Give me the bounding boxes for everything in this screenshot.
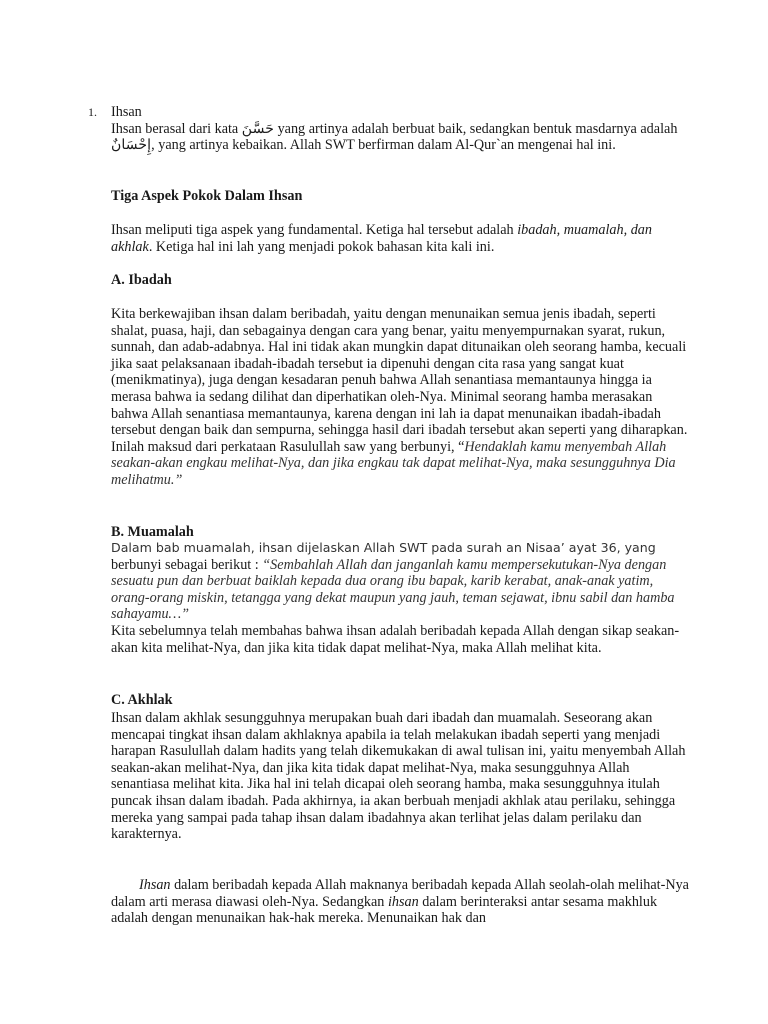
section-title-ihsan: Ihsan: [111, 104, 142, 120]
aspek-paragraph: Ihsan meliputi tiga aspek yang fundamental. Ketiga hal tersebut adalah ibadah, muamalah, dan akhlak. Ketiga hal ini lah yang menjadi pokok bahasan kita kali ini.: [111, 222, 652, 255]
muamalah-section: [111, 540, 691, 656]
muamalah-intro: Dalam bab muamalah, ihsan dijelaskan Allah SWT pada surah an Nisaa’ ayat 36, yang: [111, 540, 656, 555]
arabic-word-hassana: حَسَّنَ: [241, 120, 275, 137]
heading-tiga-aspek: Tiga Aspek Pokok Dalam Ihsan: [111, 188, 303, 204]
akhlak-paragraph: Ihsan dalam akhlak sesungguhnya merupakan buah dari ibadah dan muamalah. Seseorang akan mencapai tingkat ihsan dalam akhlaknya apabila ia telah melakukan ibadah seperti yang menjadi harapan Rasulullah dalam hadits yang telah dikemukakan di awal tulisan ini, yaitu menyembah Allah seakan-akan melihat-Nya, dan jika kita tidak dapat melihat-Nya, maka sesungguhnya Allah senantiasa melihat kita. Jika hal ini telah dicapai oleh seorang hamba, maka sesungguhnya itulah puncak ihsan dalam ibadah. Pada akhirnya, ia akan berbuah menjadi akhlak atau perilaku, sehingga mereka yang sampai pada tahap ihsan dalam ibadahnya akan terlihat jelas dalam perilaku dan karakternya.: [111, 710, 686, 843]
ihsan-definition: Ihsan berasal dari kata حَسَّنَ yang artinya adalah berbuat baik, sedangkan bentuk masdarnya adalah إِحْسَانٌ, yang artinya kebaikan. Allah SWT berfirman dalam Al-Qur`an mengenai hal ini.: [111, 120, 678, 154]
closing-paragraph: Ihsan dalam beribadah kepada Allah maknanya beribadah kepada Allah seolah-olah melihat-Nya dalam arti merasa diawasi oleh-Nya. Sedangkan ihsan dalam berinteraksi antar sesama makhluk adalah dengan menunaikan hak-hak mereka. Menunaikan hak dan: [111, 877, 689, 927]
heading-akhlak: C. Akhlak: [111, 692, 173, 708]
list-number: 1.: [88, 105, 97, 119]
ihsan-section: [111, 104, 691, 154]
heading-ibadah: A. Ibadah: [111, 272, 172, 288]
ibadah-paragraph: Kita berkewajiban ihsan dalam beribadah, yaitu dengan menunaikan semua jenis ibadah, seperti shalat, puasa, haji, dan sebagainya dengan cara yang benar, yaitu menyempurnakan syarat, rukun, sunnah, dan adab-adabnya. Hal ini tidak akan mungkin dapat ditunaikan oleh seorang hamba, kecuali jika saat pelaksanaan ibadah-ibadah tersebut ia dipenuhi dengan cita rasa yang sangat kuat (menikmatinya), juga dengan kesadaran penuh bahwa Allah senantiasa memantaunya hingga ia merasa bahwa ia sedang dilihat dan diperhatikan oleh-Nya. Minimal seorang hamba merasakan bahwa Allah senantiasa memantaunya, karena dengan ini lah ia dapat menunaikan ibadah-ibadah tersebut dengan baik dan sempurna, sehingga hasil dari ibadah tersebut akan seperti yang diharapkan. Inilah maksud dari perkataan Rasulullah saw yang berbunyi, “Hendaklah kamu menyembah Allah seakan-akan engkau melihat-Nya, dan jika engkau tak dapat melihat-Nya, maka sesungguhnya Dia melihatmu.”: [111, 306, 688, 488]
arabic-word-ihsanun: إِحْسَانٌ: [111, 137, 152, 154]
muamalah-quote-paragraph: berbunyi sebagai berikut : “Sembahlah Allah dan janganlah kamu mempersekutukan-Nya dengan sesuatu pun dan berbuat baiklah kepada dua orang ibu bapak, karib kerabat, anak-anak yatim, orang-orang miskin, tetangga yang dekat maupun yang jauh, teman sejawat, ibnu sabil dan hamba sahayamu…”: [111, 556, 675, 623]
heading-muamalah: B. Muamalah: [111, 524, 194, 540]
muamalah-paragraph: Kita sebelumnya telah membahas bahwa ihsan adalah beribadah kepada Allah dengan sikap seakan-akan kita melihat-Nya, dan jika kita tidak dapat melihat-Nya, maka Allah melihat kita.: [111, 622, 680, 656]
quran-quote: “Sembahlah Allah dan janganlah kamu mempersekutukan-Nya dengan sesuatu pun dan berbuat baiklah kepada dua orang ibu bapak, karib kerabat, anak-anak yatim, orang-orang miskin, tetangga yang dekat maupun yang jauh, teman sejawat, ibnu sabil dan hamba sahayamu…”: [111, 556, 675, 623]
hadith-quote: Hendaklah kamu menyembah Allah seakan-akan engkau melihat-Nya, dan jika engkau tak dapat melihat-Nya, maka sesungguhnya Dia melihatmu.”: [111, 438, 676, 488]
